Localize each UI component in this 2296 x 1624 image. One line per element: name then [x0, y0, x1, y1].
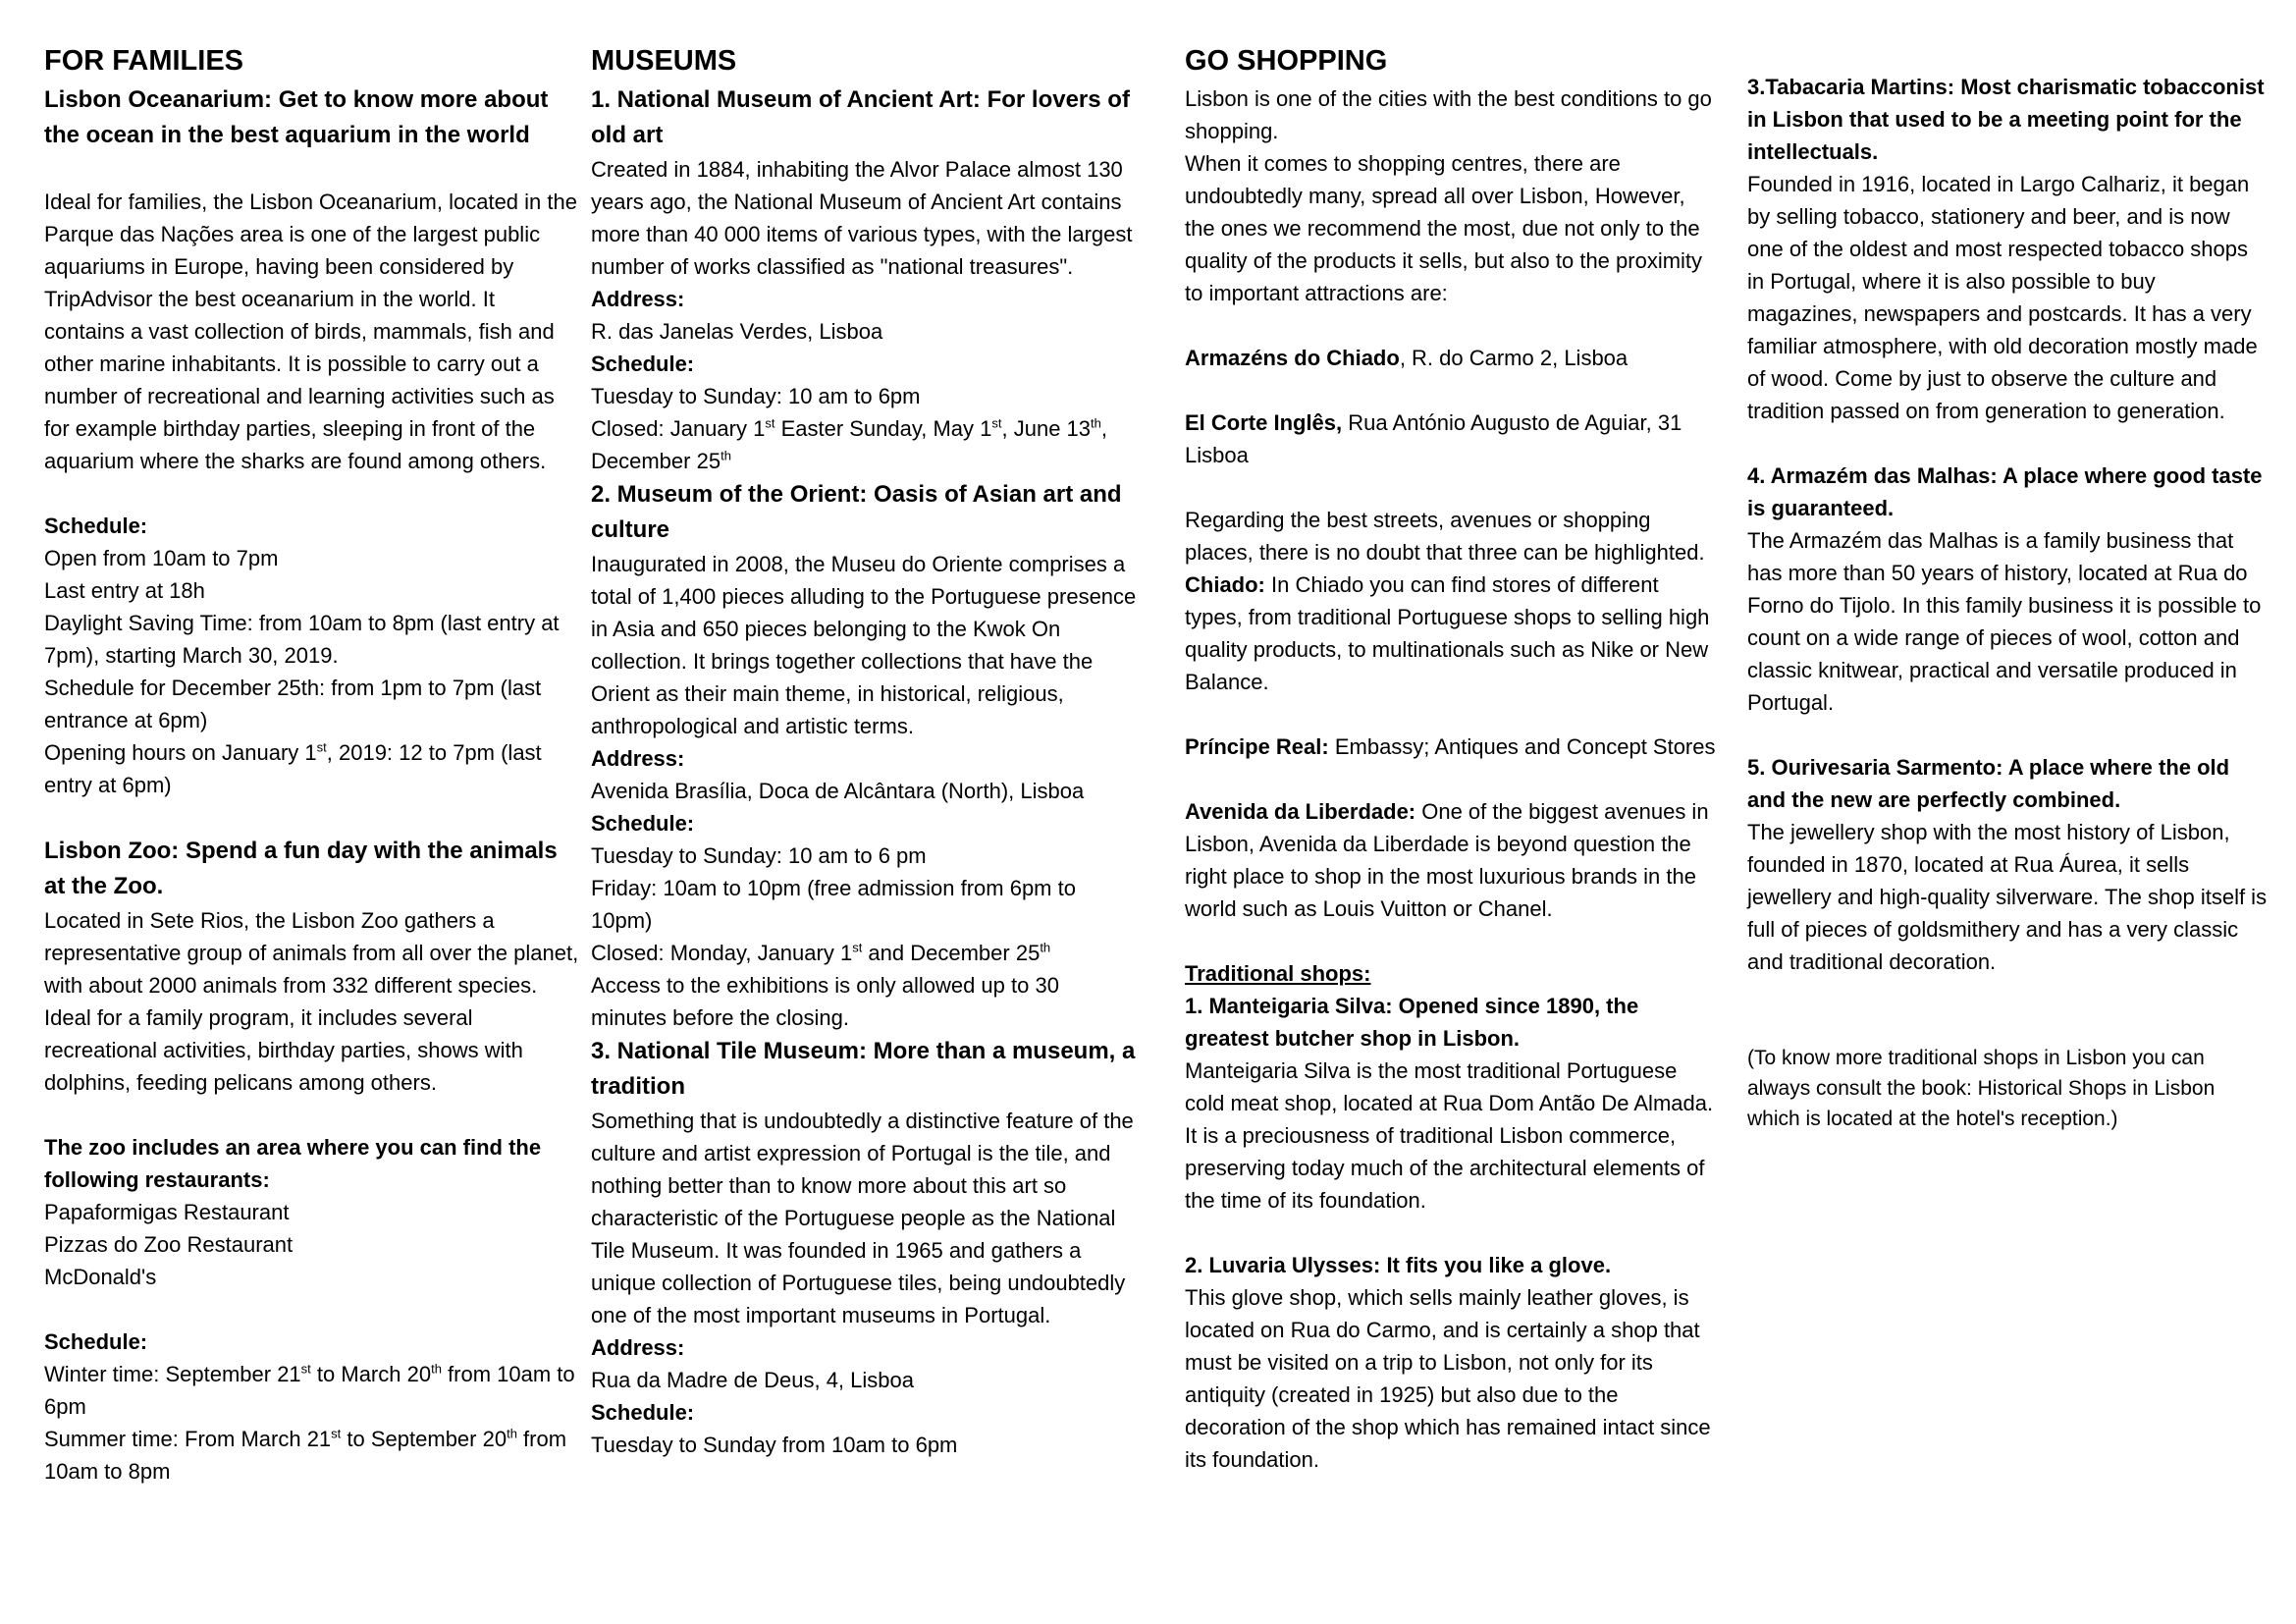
restaurant-item: Papaformigas Restaurant — [44, 1200, 290, 1224]
traditional-shops-heading: Traditional shops: — [1185, 961, 1371, 986]
shop-title: 2. Luvaria Ulysses: It fits you like a glove. — [1185, 1253, 1612, 1277]
museum-address: R. das Janelas Verdes, Lisboa — [591, 319, 883, 344]
shop-text: Manteigaria Silva is the most traditional Portuguese cold meat shop, located at Rua Dom Antão De Almada. It is a preciousness of traditional Lisbon commerce, preserving today much of the architectural elements of the time of its foundation. — [1185, 1058, 1714, 1213]
museum-title: 2. Museum of the Orient: Oasis of Asian art and culture — [591, 481, 1122, 543]
families-column — [44, 39, 579, 1488]
shop-text: This glove shop, which sells mainly leather gloves, is located on Rua do Carmo, and is certainly a shop that must be visited on a trip to Lisbon, not only for its antiquity (created in 1925) but also due to the decoration of the shop which has remained intact since its foundation. — [1185, 1285, 1711, 1472]
zoo-title: Lisbon Zoo: Spend a fun day with the animals at the Zoo. — [44, 838, 558, 899]
museum-schedule-line: Tuesday to Sunday: 10 am to 6 pm — [591, 843, 927, 868]
oceanarium-schedule-line: Opening hours on January 1st, 2019: 12 to 7pm (last entry at 6pm) — [44, 739, 542, 797]
museum-title: 3. National Tile Museum: More than a museum, a tradition — [591, 1038, 1136, 1100]
street-avenida-liberdade: Avenida da Liberdade: One of the biggest avenues in Lisbon, Avenida da Liberdade is beyond question the right place to shop in the most luxurious brands in the world such as Louis Vuitton or Chanel. — [1185, 799, 1709, 921]
zoo-schedule-line: Winter time: September 21st to March 20th from 10am to 6pm — [44, 1361, 575, 1419]
museum-address: Avenida Brasília, Doca de Alcântara (North), Lisboa — [591, 779, 1085, 803]
shop-title: 5. Ourivesaria Sarmento: A place where the old and the new are perfectly combined. — [1747, 755, 2230, 812]
oceanarium-schedule-line: Schedule for December 25th: from 1pm to 7pm (last entrance at 6pm) — [44, 676, 542, 732]
address-label: Address: — [591, 1335, 685, 1360]
shop-title: 3.Tabacaria Martins: Most charismatic tobacconist in Lisbon that used to be a meeting point for the intellectuals. — [1747, 75, 2265, 164]
schedule-label: Schedule: — [591, 811, 695, 836]
oceanarium-schedule-line: Last entry at 18h — [44, 578, 205, 603]
address-label: Address: — [591, 746, 685, 771]
museum-schedule-line: Closed: January 1st Easter Sunday, May 1st, June 13th, December 25th — [591, 415, 1107, 473]
museum-text: Created in 1884, inhabiting the Alvor Palace almost 130 years ago, the National Museum of Ancient Art contains more than 40 000 items of various types, with the largest number of works classified as "national treasures". — [591, 157, 1133, 279]
shopping-centre-armazens: Armazéns do Chiado, R. do Carmo 2, Lisboa — [1185, 346, 1629, 370]
museum-schedule-line: Access to the exhibitions is only allowed up to 30 minutes before the closing. — [591, 973, 1059, 1030]
shopping-column — [1185, 39, 1720, 1476]
museum-schedule-line: Friday: 10am to 10pm (free admission from 6pm to 10pm) — [591, 876, 1076, 933]
oceanarium-schedule-line: Daylight Saving Time: from 10am to 8pm (last entry at 7pm), starting March 30, 2019. — [44, 611, 560, 668]
museum-title: 1. National Museum of Ancient Art: For lovers of old art — [591, 86, 1130, 148]
schedule-label: Schedule: — [591, 1400, 695, 1425]
oceanarium-schedule-label: Schedule: — [44, 514, 148, 538]
address-label: Address: — [591, 287, 685, 311]
shops-note: (To know more traditional shops in Lisbon you can always consult the book: Historical Shops in Lisbon which is located at the hotel's reception.) — [1747, 1047, 2216, 1130]
museum-schedule-line: Closed: Monday, January 1st and December 25th — [591, 940, 1051, 965]
shop-text: The jewellery shop with the most history of Lisbon, founded in 1870, located at Rua Áurea, it sells jewellery and high-quality silverware. The shop itself is full of pieces of goldsmithery and has a very classic and traditional decoration. — [1747, 820, 2268, 974]
oceanarium-title: Lisbon Oceanarium: Get to know more about the ocean in the best aquarium in the world — [44, 86, 549, 148]
museum-schedule-line: Tuesday to Sunday from 10am to 6pm — [591, 1433, 958, 1457]
restaurant-item: McDonald's — [44, 1265, 157, 1289]
shopping-heading: GO SHOPPING — [1185, 45, 1388, 77]
zoo-text: Located in Sete Rios, the Lisbon Zoo gathers a representative group of animals from all over the planet, with about 2000 animals from 332 different species. Ideal for a family program, it includes several recreational activities, birthday parties, shows with dolphins, feeding pelicans among others. — [44, 908, 579, 1095]
families-heading: FOR FAMILIES — [44, 45, 243, 77]
shopping-intro: Lisbon is one of the cities with the best conditions to go shopping. — [1185, 86, 1712, 143]
museum-address: Rua da Madre de Deus, 4, Lisboa — [591, 1368, 914, 1392]
street-principe-real: Príncipe Real: Embassy; Antiques and Concept Stores — [1185, 734, 1716, 759]
shopping-centre-corte-ingles: El Corte Inglês, Rua António Augusto de Aguiar, 31 Lisboa — [1185, 410, 1682, 467]
shopping-intro: When it comes to shopping centres, there are undoubtedly many, spread all over Lisbon, However, the ones we recommend the most, due not only to the quality of the products it sells, but also to the proximity to important attractions are: — [1185, 151, 1703, 305]
oceanarium-schedule-line: Open from 10am to 7pm — [44, 546, 279, 570]
shop-title: 4. Armazém das Malhas: A place where good taste is guaranteed. — [1747, 463, 2263, 520]
schedule-label: Schedule: — [591, 352, 695, 376]
zoo-schedule-label: Schedule: — [44, 1329, 148, 1354]
shop-text: Founded in 1916, located in Largo Calhariz, it began by selling tobacco, stationery and beer, and is now one of the oldest and most respected tobacco shops in Portugal, where it is also possible to buy magazines, newspapers and postcards. It has a very familiar atmosphere, with old decoration mostly made of wood. Come by just to observe the culture and tradition passed on from generation to generation. — [1747, 172, 2258, 423]
shop-text: The Armazém das Malhas is a family business that has more than 50 years of history, located at Rua do Forno do Tijolo. In this family business it is possible to count on a wide range of pieces of wool, cotton and classic knitwear, practical and versatile produced in Portugal. — [1747, 528, 2262, 715]
restaurant-item: Pizzas do Zoo Restaurant — [44, 1232, 294, 1257]
museum-text: Something that is undoubtedly a distinctive feature of the culture and artist expression of Portugal is the tile, and nothing better than to know more about this art so characteristic of the Portuguese people as the National Tile Museum. It was founded in 1965 and gathers a unique collection of Portuguese tiles, being undoubtedly one of the most important museums in Portugal. — [591, 1109, 1134, 1327]
museum-text: Inaugurated in 2008, the Museu do Oriente comprises a total of 1,400 pieces alluding to the Portuguese presence in Asia and 650 pieces belonging to the Kwok On collection. It brings together collections that have the Orient as their main theme, in historical, religious, anthropological and artistic terms. — [591, 552, 1137, 738]
oceanarium-text: Ideal for families, the Lisbon Oceanarium, located in the Parque das Nações area is one of the largest public aquariums in Europe, having been considered by TripAdvisor the best oceanarium in the world. It contains a vast collection of birds, mammals, fish and other marine inhabitants. It is possible to carry out a number of recreational and learning activities such as for example birthday parties, sleeping in front of the aquarium where the sharks are found among others. — [44, 189, 577, 473]
zoo-restaurants-label: The zoo includes an area where you can find the following restaurants: — [44, 1135, 542, 1192]
street-chiado: Chiado: In Chiado you can find stores of different types, from traditional Portuguese shops to selling high quality products, to multinationals such as Nike or New Balance. — [1185, 572, 1710, 694]
museums-heading: MUSEUMS — [591, 45, 737, 77]
museums-column — [591, 39, 1141, 1461]
zoo-schedule-line: Summer time: From March 21st to September 20th from 10am to 8pm — [44, 1426, 567, 1484]
shop-title: 1. Manteigaria Silva: Opened since 1890, the greatest butcher shop in Lisbon. — [1185, 994, 1639, 1051]
shops-continued-column — [1747, 71, 2268, 1134]
museum-schedule-line: Tuesday to Sunday: 10 am to 6pm — [591, 384, 921, 408]
streets-intro: Regarding the best streets, avenues or shopping places, there is no doubt that three can be highlighted. — [1185, 508, 1705, 565]
